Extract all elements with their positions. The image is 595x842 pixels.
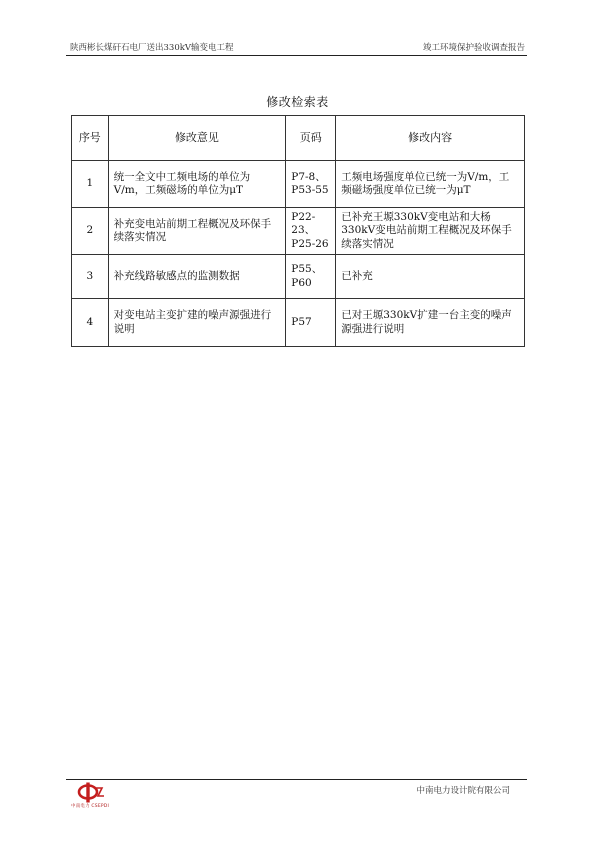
cell-pages: P7-8、P53-55 [286, 161, 336, 208]
cell-no: 2 [72, 208, 109, 255]
logo-wordmark: 中南电力 CSEPDI [71, 804, 109, 809]
cell-no: 3 [72, 255, 109, 299]
cell-content: 已补充 [336, 255, 525, 299]
csepdi-logo-icon [74, 782, 114, 804]
cell-no: 1 [72, 161, 109, 208]
company-name: 中南电力设计院有限公司 [416, 786, 510, 796]
table-row [72, 255, 525, 299]
cell-content: 已对王塬330kV扩建一台主变的噪声源强进行说明 [336, 299, 525, 347]
table-row [72, 299, 525, 347]
cell-opinion: 统一全文中工频电场的单位为V/m，工频磁场的单位为μT [108, 161, 286, 208]
cell-pages: P55、P60 [286, 255, 336, 299]
table-row [72, 161, 525, 208]
cell-content: 已补充王塬330kV变电站和大杨330kV变电站前期工程概况及环保手续落实情况 [336, 208, 525, 255]
header-rule [66, 55, 527, 56]
cell-pages: P57 [286, 299, 336, 347]
revision-index-table [71, 115, 525, 347]
page-header-left: 陕西彬长煤矸石电厂送出330kV输变电工程 [70, 43, 234, 53]
cell-opinion: 补充变电站前期工程概况及环保手续落实情况 [108, 208, 286, 255]
cell-no: 4 [72, 299, 109, 347]
column-header-pages: 页码 [286, 116, 336, 161]
page-header-right: 竣工环境保护验收调查报告 [422, 43, 525, 53]
table-row [72, 208, 525, 255]
cell-content: 工频电场强度单位已统一为V/m，工频磁场强度单位已统一为μT [336, 161, 525, 208]
cell-opinion: 补充线路敏感点的监测数据 [108, 255, 286, 299]
page-title: 修改检索表 [266, 95, 329, 109]
column-header-no: 序号 [72, 116, 109, 161]
column-header-opinion: 修改意见 [108, 116, 286, 161]
cell-opinion: 对变电站主变扩建的噪声源强进行说明 [108, 299, 286, 347]
footer-rule [66, 779, 527, 780]
table-header-row [72, 116, 525, 161]
column-header-content: 修改内容 [336, 116, 525, 161]
cell-pages: P22-23、P25-26 [286, 208, 336, 255]
